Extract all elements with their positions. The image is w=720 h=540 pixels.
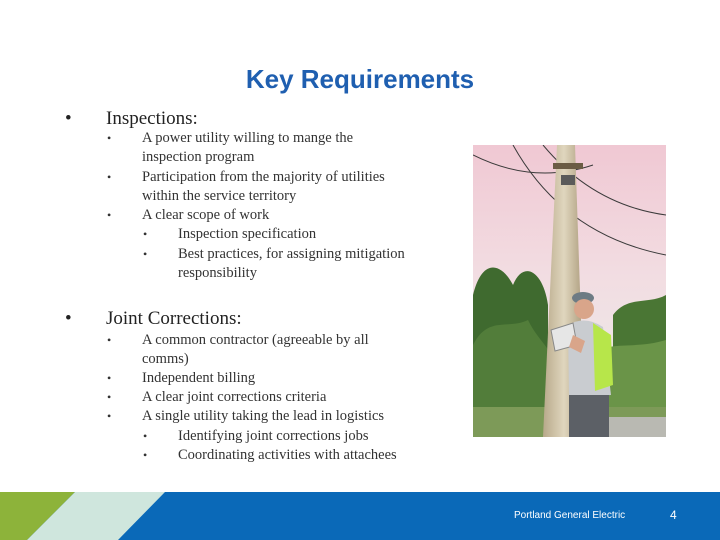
bullet: • (107, 170, 112, 184)
sub-list-item-text: Inspection specification (178, 226, 317, 242)
bullet: • (107, 208, 112, 222)
section-heading-label: Joint Corrections: (106, 308, 242, 329)
footer-company-name: Portland General Electric (514, 510, 626, 521)
list-item-text: A power utility willing to mange the inspection program (142, 130, 354, 165)
list-item-text: Independent billing (142, 370, 256, 386)
list-item-text: A single utility taking the lead in logistics (142, 408, 385, 424)
utility-pole-inspector-photo (473, 145, 666, 437)
bullet: • (143, 227, 148, 241)
sub-list-item-text: Coordinating activities with attachees (178, 447, 397, 463)
bullet: • (107, 390, 112, 404)
section-heading-label: Inspections: (106, 108, 198, 129)
bullet: • (65, 308, 72, 329)
list-item-text: Participation from the majority of utilities within the service territory (142, 169, 385, 204)
list-item-text: A common contractor (agreeable by all comms) (142, 332, 369, 367)
bullet: • (107, 409, 112, 423)
list-item-text: A clear joint corrections criteria (142, 389, 327, 405)
sub-list-item-text: Best practices, for assigning mitigation responsibility (178, 246, 405, 281)
bullet: • (107, 333, 112, 347)
bullet: • (143, 448, 148, 462)
bullet: • (143, 429, 148, 443)
list-item-text: A clear scope of work (142, 207, 270, 223)
bullet: • (65, 108, 72, 129)
bullet: • (143, 247, 148, 261)
bullet: • (107, 131, 112, 145)
page-number: 4 (670, 508, 677, 522)
sub-list-item-text: Identifying joint corrections jobs (178, 428, 369, 444)
slide-title: Key Requirements (245, 64, 475, 94)
bullet: • (107, 371, 112, 385)
